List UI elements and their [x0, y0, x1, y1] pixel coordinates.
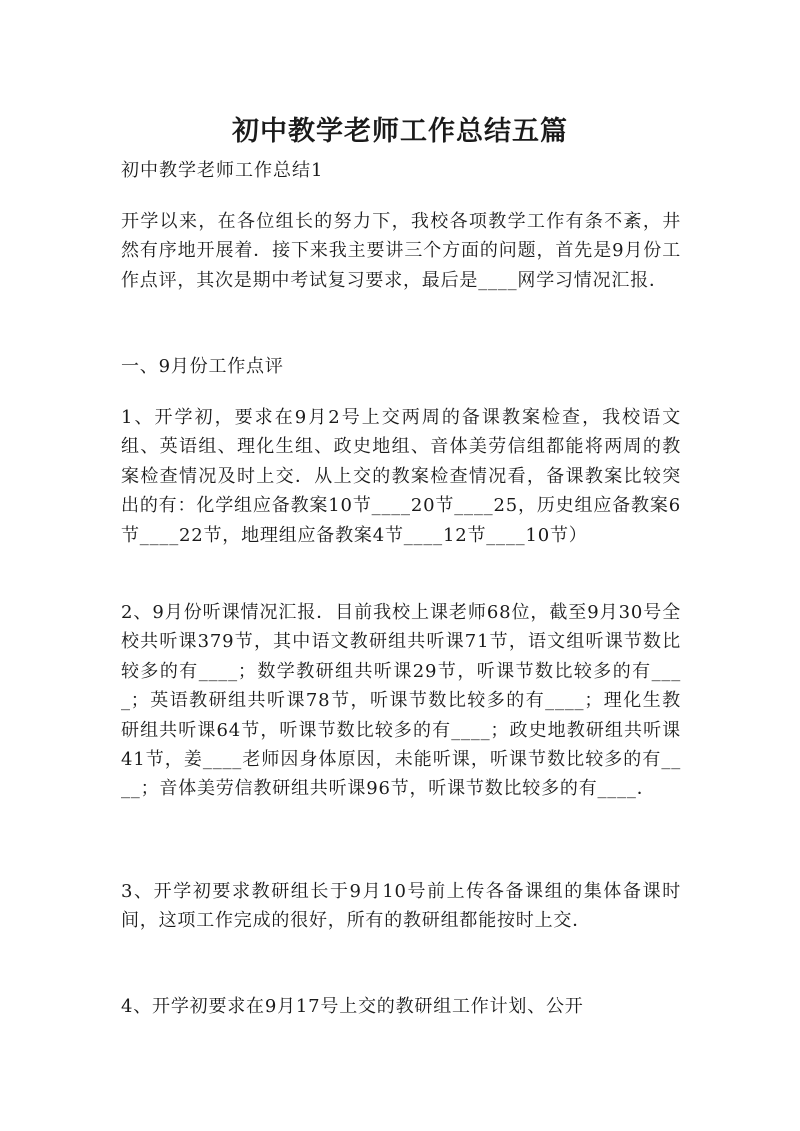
section-subtitle: 初中教学老师工作总结1	[121, 160, 324, 181]
paragraph-item-4: 4、开学初要求在9月17号上交的教研组工作计划、公开	[121, 996, 584, 1017]
document-title: 初中教学老师工作总结五篇	[232, 116, 568, 147]
paragraph-item-3: 3、开学初要求教研组长于9月10号前上传各备课组的集体备课时间，这项工作完成的很好，所有的教研组都能按时上交．	[121, 881, 681, 932]
paragraph-item-2: 2、9月份听课情况汇报．目前我校上课老师68位，截至9月30号全校共听课379节，其中语文教研组共听课71节，语文组听课节数比较多的有____；数学教研组共听课29节，听课节数比较多的有____；英语教研组共听课78节，听课节数比较多的有____；理化生教研组共听课64节，听课节数比较多的有____；政史地教研组共听课41节，姜____老师因身体原因，未能听课，听课节数比较多的有____；音体美劳信教研组共听课96节，听课节数比较多的有____．	[121, 602, 681, 800]
intro-paragraph: 开学以来，在各位组长的努力下，我校各项教学工作有条不紊，井然有序地开展着．接下来我主要讲三个方面的问题，首先是9月份工作点评，其次是期中考试复习要求，最后是____网学习情况汇报．	[121, 211, 681, 291]
section-heading-1: 一、9月份工作点评	[121, 356, 284, 377]
paragraph-item-1: 1、开学初，要求在9月2号上交两周的备课教案检查，我校语文组、英语组、理化生组、政史地组、音体美劳信组都能将两周的教案检查情况及时上交．从上交的教案检查情况看，备课教案比较突出的有：化学组应备教案10节____20节____25，历史组应备教案6节____22节，地理组应备教案4节____12节____10节）	[121, 407, 681, 546]
